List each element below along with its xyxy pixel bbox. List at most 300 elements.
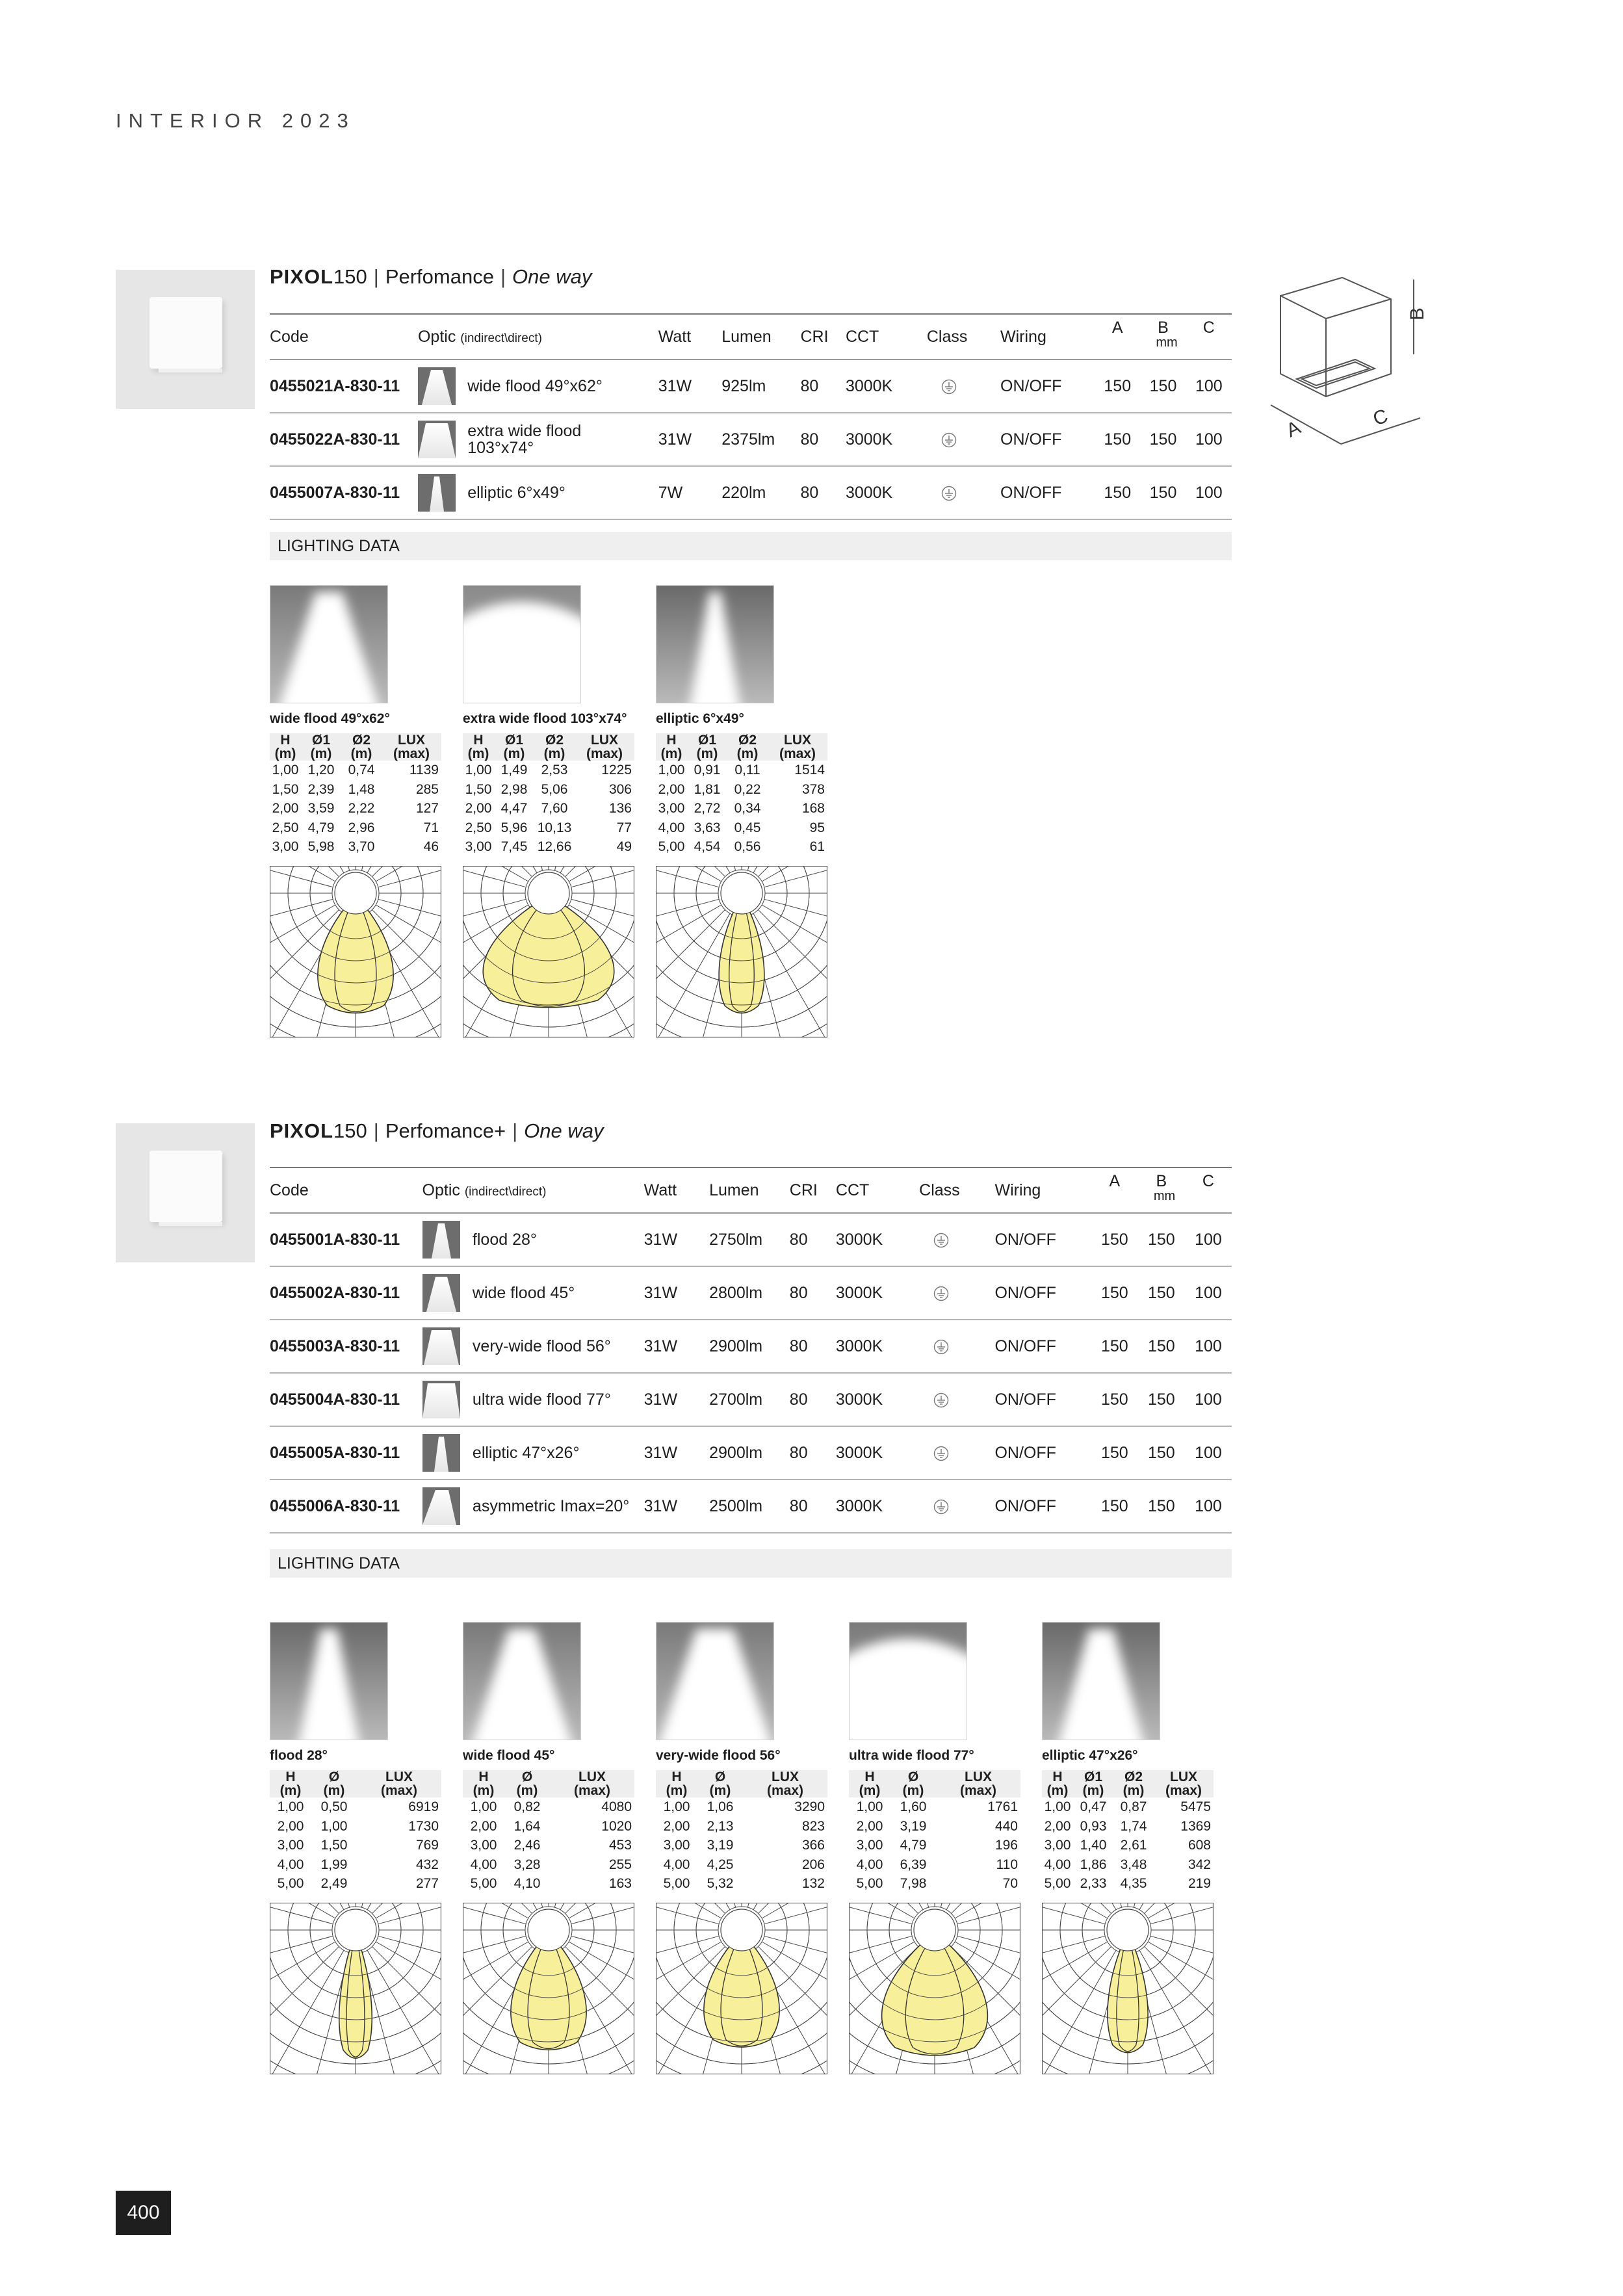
photometric-value: 5,00 (856, 1876, 883, 1891)
photometric-value: 0,11 (734, 763, 760, 777)
photometric-value: 3,59 (307, 801, 335, 816)
photometric-row (656, 1874, 827, 1894)
photometric-value: 7,60 (541, 801, 568, 816)
ultra-wide-flood-icon (422, 1381, 460, 1418)
photometric-value: 5,32 (707, 1876, 734, 1891)
catalog-header: INTERIOR 2023 (116, 109, 356, 132)
polar-diagram (270, 866, 441, 1037)
wiring: ON/OFF (994, 1283, 1056, 1302)
photometric-row (270, 1836, 441, 1855)
wiring: ON/OFF (994, 1390, 1056, 1409)
photometric-value: 163 (608, 1876, 632, 1891)
photometric-col-header: H (m) (467, 733, 489, 761)
lighting-name: extra wide flood 103°x74° (463, 711, 627, 726)
table-header-row (270, 314, 1232, 359)
photometric-value: 0,82 (513, 1799, 541, 1814)
photometric-col-header: Ø (m) (902, 1769, 924, 1798)
photometric-value: 1,06 (707, 1799, 734, 1814)
flood-icon (422, 1221, 460, 1259)
lumen: 2800lm (709, 1283, 763, 1302)
photometric-row (656, 1836, 827, 1855)
photometric-row (270, 761, 441, 780)
dim-a: 150 (1100, 1390, 1128, 1409)
photometric-value: 5475 (1180, 1799, 1211, 1814)
photometric-value: 0,47 (1080, 1799, 1107, 1814)
watt: 31W (643, 1283, 678, 1302)
photometric-header (270, 1770, 441, 1797)
photometric-value: 1139 (409, 763, 439, 777)
polar-holder (656, 1903, 831, 2074)
photometric-row (270, 1797, 441, 1817)
photometric-value: 46 (423, 839, 439, 854)
photometric-col-header: Ø1 (m) (696, 733, 718, 761)
product-code: 0455004A-830-11 (270, 1390, 400, 1409)
photometric-table (656, 733, 827, 857)
photometric-value: 4,00 (1044, 1857, 1071, 1872)
photometric-col-header: Ø2 (m) (736, 733, 759, 761)
photometric-value: 70 (1002, 1876, 1018, 1891)
photometric-value: 3,00 (465, 839, 492, 854)
dim-a: 150 (1100, 1230, 1128, 1249)
col-class: Class (919, 1181, 960, 1199)
earth-icon (933, 1339, 949, 1355)
photometric-row (1042, 1817, 1214, 1836)
photometric-value: 285 (415, 781, 439, 797)
photometric-value: 7,45 (500, 839, 528, 854)
photometric-value: 1,99 (320, 1857, 348, 1872)
photometric-row (463, 1836, 634, 1855)
polar-holder (270, 866, 445, 1037)
beam-image (849, 1622, 967, 1740)
photometric-col-header: H (m) (660, 733, 682, 761)
product-code: 0455021A-830-11 (270, 376, 400, 395)
photometric-col-header: Ø2 (m) (350, 733, 372, 761)
photometric-row (849, 1817, 1020, 1836)
polar-diagram (849, 1903, 1020, 2074)
photometric-value: 306 (608, 781, 632, 797)
beam-image (463, 585, 581, 703)
dim-a: 150 (1104, 376, 1132, 395)
photometric-value: 1,00 (658, 763, 685, 777)
dim-label-a: A (1283, 416, 1305, 442)
dim-c: 100 (1195, 483, 1223, 502)
photometric-row (656, 1817, 827, 1836)
table-row (270, 413, 1232, 466)
dim-c: 100 (1195, 1496, 1222, 1515)
optic-name: ultra wide flood 77° (472, 1390, 611, 1409)
photometric-value: 3,28 (513, 1857, 541, 1872)
photometric-col-header: LUX (max) (586, 733, 623, 761)
dim-label-b: B (1407, 307, 1428, 320)
photometric-value: 608 (1188, 1838, 1211, 1853)
photometric-value: 3,00 (658, 801, 685, 816)
photometric-value: 168 (801, 801, 825, 816)
variant: Perfomance (385, 265, 494, 288)
photometric-value: 3,48 (1120, 1857, 1147, 1872)
photometric-row (656, 818, 827, 838)
photometric-value: 4,00 (663, 1857, 690, 1872)
dim-a: 150 (1100, 1496, 1128, 1515)
brand-name: PIXOL (270, 265, 334, 288)
earth-icon (941, 379, 957, 395)
photometric-value: 1514 (794, 763, 825, 777)
photometric-row (849, 1836, 1020, 1855)
photometric-table (656, 1770, 827, 1894)
photometric-value: 2,00 (277, 1818, 304, 1834)
photometric-value: 5,00 (663, 1876, 690, 1891)
lumen: 2700lm (709, 1390, 763, 1409)
photometric-value: 5,96 (500, 820, 528, 835)
photometric-row (463, 1797, 634, 1817)
optic-icon-cell (422, 1213, 473, 1266)
photometric-value: 3,00 (856, 1838, 883, 1853)
photometric-row (849, 1874, 1020, 1894)
dim-b: 150 (1147, 1283, 1175, 1302)
col-a: A (1111, 319, 1123, 337)
lumen: 2750lm (709, 1230, 763, 1249)
photometric-value: 2,13 (707, 1818, 734, 1834)
lighting-name: elliptic 47°x26° (1042, 1748, 1138, 1763)
photometric-value: 1,60 (900, 1799, 927, 1814)
col-wiring: Wiring (994, 1181, 1041, 1199)
lighting-block (849, 1622, 1024, 2074)
class-cell (919, 1480, 994, 1533)
dim-b: 150 (1147, 1496, 1175, 1515)
photometric-col-header: LUX (max) (393, 733, 430, 761)
col-cri: CRI (789, 1181, 818, 1199)
class-cell (919, 1266, 994, 1320)
photometric-value: 1,64 (513, 1818, 541, 1834)
photometric-value: 3,63 (694, 820, 721, 835)
lighting-block (656, 1622, 831, 2074)
product-thumbnail (116, 270, 255, 409)
beam-image (1042, 1622, 1160, 1740)
photometric-value: 0,22 (734, 781, 761, 797)
wiring: ON/OFF (994, 1230, 1056, 1249)
polar-diagram (463, 866, 634, 1037)
photometric-value: 1730 (408, 1818, 439, 1834)
wiring: ON/OFF (1000, 376, 1062, 395)
photometric-row (270, 1874, 441, 1894)
beam-image (656, 585, 774, 703)
col-code: Code (270, 1181, 309, 1199)
photometric-row (270, 799, 441, 818)
photometric-value: 0,87 (1120, 1799, 1147, 1814)
photometric-value: 127 (415, 801, 439, 816)
lumen: 2900lm (709, 1337, 763, 1355)
photometric-value: 1,50 (272, 781, 299, 797)
extra-wide-flood-icon (418, 421, 456, 458)
product-code: 0455005A-830-11 (270, 1443, 400, 1462)
cct: 3000K (835, 1496, 883, 1515)
photometric-table (463, 733, 634, 857)
photometric-value: 1,00 (470, 1799, 497, 1814)
photometric-value: 3290 (794, 1799, 825, 1814)
section-title: PIXOL150 | Perfomance+ | One way (270, 1119, 604, 1142)
dim-c: 100 (1195, 1337, 1222, 1355)
dim-c: 100 (1195, 1283, 1222, 1302)
optic-name: flood 28° (472, 1230, 537, 1249)
photometric-header (656, 733, 827, 761)
photometric-row (270, 818, 441, 838)
dim-label-c: C (1370, 405, 1391, 430)
photometric-col-header: LUX (max) (573, 1769, 611, 1798)
earth-icon (941, 486, 957, 501)
lighting-block (463, 1622, 638, 2074)
cri: 80 (800, 376, 819, 395)
photometric-col-header: Ø1 (m) (503, 733, 525, 761)
photometric-col-header: Ø1 (m) (310, 733, 332, 761)
photometric-value: 4,79 (307, 820, 335, 835)
photometric-value: 2,72 (694, 801, 721, 816)
photometric-value: 0,45 (734, 820, 761, 835)
photometric-value: 4,00 (277, 1857, 304, 1872)
photometric-value: 4,00 (470, 1857, 497, 1872)
photometric-table (1042, 1770, 1214, 1894)
photometric-value: 0,93 (1080, 1818, 1107, 1834)
watt: 7W (658, 483, 683, 502)
photometric-header (270, 733, 441, 761)
model-size: 150 (333, 265, 367, 288)
photometric-row (849, 1797, 1020, 1817)
photometric-row (463, 837, 634, 857)
photometric-row (656, 761, 827, 780)
photometric-value: 378 (801, 781, 825, 797)
lighting-block (1042, 1622, 1217, 2074)
photometric-value: 5,00 (470, 1876, 497, 1891)
photometric-row (1042, 1855, 1214, 1875)
photometric-value: 1020 (601, 1818, 632, 1834)
earth-icon (933, 1499, 949, 1515)
photometric-value: 769 (415, 1838, 439, 1853)
cri: 80 (789, 1390, 808, 1409)
section-title: PIXOL150 | Perfomance | One way (270, 265, 592, 288)
product-code: 0455022A-830-11 (270, 430, 400, 449)
photometric-value: 1,86 (1080, 1857, 1107, 1872)
col-cct: CCT (835, 1181, 870, 1199)
photometric-value: 6919 (408, 1799, 439, 1814)
photometric-value: 4,54 (694, 839, 721, 854)
photometric-value: 206 (801, 1857, 825, 1872)
photometric-value: 277 (415, 1876, 439, 1891)
class-cell (919, 1320, 994, 1373)
photometric-value: 12,66 (537, 839, 572, 854)
product-code: 0455006A-830-11 (270, 1496, 400, 1515)
table-row (270, 1480, 1232, 1533)
photometric-row (656, 1797, 827, 1817)
col-optic: Optic (indirect\direct) (422, 1181, 547, 1199)
dim-c: 100 (1195, 1230, 1222, 1249)
product-table (270, 313, 1232, 520)
earth-icon (933, 1233, 949, 1248)
photometric-value: 77 (616, 820, 632, 835)
earth-icon (933, 1392, 949, 1408)
dim-b: 150 (1147, 1230, 1175, 1249)
col-lumen: Lumen (721, 327, 772, 346)
photometric-value: 1761 (987, 1799, 1018, 1814)
polar-holder (1042, 1903, 1217, 2074)
cri: 80 (789, 1337, 808, 1355)
dim-c: 100 (1195, 430, 1223, 449)
polar-diagram (656, 866, 827, 1037)
polar-diagram (463, 1903, 634, 2074)
lighting-data-bar: LIGHTING DATA (270, 1549, 1232, 1578)
photometric-value: 5,00 (277, 1876, 304, 1891)
photometric-value: 823 (801, 1818, 825, 1834)
polar-holder (463, 1903, 638, 2074)
wiring: ON/OFF (1000, 483, 1062, 502)
polar-diagram (270, 1903, 441, 2074)
class-cell (919, 1373, 994, 1426)
photometric-value: 1369 (1180, 1818, 1211, 1834)
elliptic-icon (422, 1434, 460, 1472)
photometric-row (270, 837, 441, 857)
col-watt: Watt (658, 327, 692, 346)
photometric-value: 2,49 (320, 1876, 348, 1891)
watt: 31W (643, 1230, 678, 1249)
dim-b: 150 (1147, 1443, 1175, 1462)
class-cell (919, 1426, 994, 1480)
photometric-value: 2,00 (465, 801, 492, 816)
photometric-row (270, 1855, 441, 1875)
lighting-block (270, 1622, 445, 2074)
photometric-value: 2,46 (513, 1838, 541, 1853)
polar-holder (849, 1903, 1024, 2074)
lighting-name: ultra wide flood 77° (849, 1748, 974, 1763)
photometric-row (849, 1855, 1020, 1875)
table-header-row (270, 1168, 1232, 1213)
photometric-value: 1,49 (500, 763, 528, 777)
mode: One way (524, 1119, 604, 1142)
photometric-col-header: Ø2 (m) (1123, 1769, 1145, 1798)
photometric-value: 196 (994, 1838, 1018, 1853)
dim-a: 150 (1100, 1443, 1128, 1462)
photometric-table (849, 1770, 1020, 1894)
photometric-value: 4,10 (513, 1876, 541, 1891)
photometric-value: 1,00 (320, 1818, 348, 1834)
beam-image (463, 1622, 581, 1740)
photometric-row (463, 799, 634, 818)
dim-b: 150 (1147, 1337, 1175, 1355)
photometric-value: 4,00 (658, 820, 685, 835)
photometric-value: 2,22 (348, 801, 375, 816)
polar-holder (463, 866, 638, 1037)
optic-icon-cell (418, 359, 467, 413)
lighting-block (463, 585, 638, 1037)
cri: 80 (800, 430, 819, 449)
photometric-value: 2,00 (272, 801, 299, 816)
dim-b: 150 (1149, 376, 1177, 395)
photometric-value: 4,00 (856, 1857, 883, 1872)
wiring: ON/OFF (994, 1337, 1056, 1355)
col-lumen: Lumen (709, 1181, 759, 1199)
photometric-value: 2,00 (658, 781, 685, 797)
photometric-col-header: H (m) (473, 1769, 495, 1798)
cct: 3000K (835, 1283, 883, 1302)
table-row (270, 359, 1232, 413)
photometric-value: 2,33 (1080, 1876, 1107, 1891)
photometric-value: 1,00 (465, 763, 492, 777)
dim-b: 150 (1149, 430, 1177, 449)
photometric-value: 1225 (601, 763, 632, 777)
wiring: ON/OFF (994, 1496, 1056, 1515)
cct: 3000K (835, 1337, 883, 1355)
lighting-name: wide flood 45° (463, 1748, 555, 1763)
photometric-value: 4,79 (900, 1838, 927, 1853)
wiring: ON/OFF (1000, 430, 1062, 449)
class-cell (927, 413, 1000, 466)
photometric-value: 1,50 (465, 781, 492, 797)
asymmetric-icon (422, 1487, 460, 1525)
polar-holder (270, 1903, 445, 2074)
photometric-row (463, 1817, 634, 1836)
optic-icon-cell (422, 1426, 473, 1480)
optic-icon-cell (418, 466, 467, 519)
photometric-row (656, 780, 827, 800)
photometric-value: 6,39 (900, 1857, 927, 1872)
photometric-row (656, 837, 827, 857)
col-cri: CRI (800, 327, 829, 346)
photometric-value: 2,98 (500, 781, 528, 797)
photometric-value: 2,00 (470, 1818, 497, 1834)
photometric-value: 1,50 (320, 1838, 348, 1853)
col-a: A (1109, 1172, 1121, 1190)
brand-name: PIXOL (270, 1119, 334, 1142)
earth-icon (941, 432, 957, 448)
photometric-col-header: H (m) (666, 1769, 688, 1798)
photometric-value: 0,56 (734, 839, 761, 854)
optic-icon-cell (422, 1480, 473, 1533)
table-row (270, 1426, 1232, 1480)
elliptic-icon (418, 474, 456, 512)
photometric-value: 1,74 (1120, 1818, 1147, 1834)
photometric-value: 219 (1188, 1876, 1211, 1891)
photometric-col-header: H (m) (1046, 1769, 1069, 1798)
photometric-value: 1,00 (277, 1799, 304, 1814)
photometric-value: 0,74 (348, 763, 375, 777)
lumen: 2900lm (709, 1443, 763, 1462)
col-b: B mm (1153, 1172, 1176, 1203)
beam-image (270, 1622, 388, 1740)
col-optic: Optic (indirect\direct) (417, 327, 542, 346)
product-table (270, 1167, 1232, 1533)
photometric-col-header: H (m) (279, 1769, 302, 1798)
photometric-row (656, 1855, 827, 1875)
lumen: 925lm (721, 376, 766, 395)
photometric-value: 1,81 (694, 781, 721, 797)
earth-icon (933, 1446, 949, 1461)
product-code: 0455003A-830-11 (270, 1337, 400, 1355)
col-code: Code (270, 327, 309, 346)
dimension-drawing (1264, 270, 1459, 465)
product-code: 0455007A-830-11 (270, 483, 400, 502)
photometric-value: 0,50 (320, 1799, 348, 1814)
photometric-value: 1,00 (856, 1799, 883, 1814)
photometric-value: 432 (415, 1857, 439, 1872)
lumen: 220lm (721, 483, 766, 502)
photometric-table (270, 1770, 441, 1894)
mode: One way (512, 265, 592, 288)
photometric-value: 3,19 (707, 1838, 734, 1853)
dim-c: 100 (1195, 1390, 1222, 1409)
polar-diagram (656, 1903, 827, 2074)
photometric-value: 2,50 (465, 820, 492, 835)
optic-name: asymmetric Imax=20° (472, 1496, 630, 1515)
wiring: ON/OFF (994, 1443, 1056, 1462)
photometric-row (270, 780, 441, 800)
variant: Perfomance+ (385, 1119, 506, 1142)
photometric-value: 0,34 (734, 801, 761, 816)
